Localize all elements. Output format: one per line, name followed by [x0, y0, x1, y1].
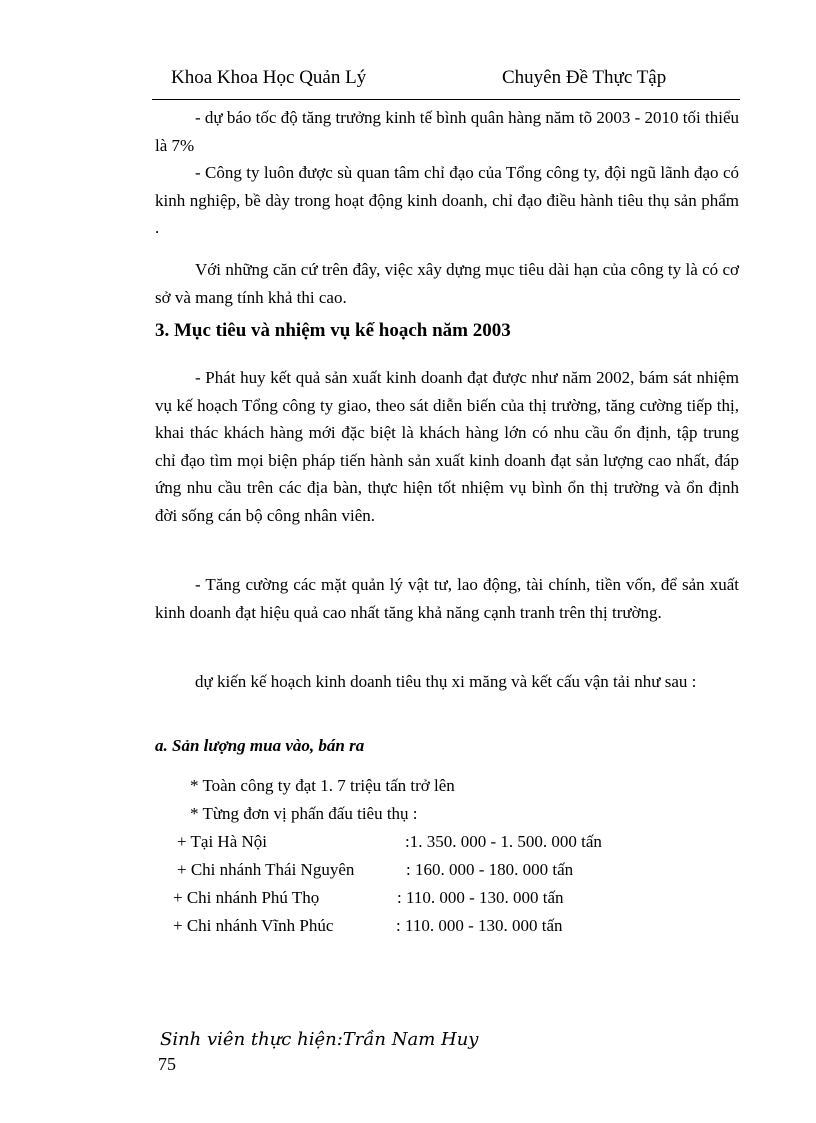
paragraph-long-term-goal: Với những căn cứ trên đây, việc xây dựng mục tiêu dài hạn của công ty là có cơ sở và mang tính khả thi cao. — [155, 260, 739, 307]
section-heading: 3. Mục tiêu và nhiệm vụ kế hoạch năm 2003 — [155, 320, 511, 341]
header-divider — [152, 99, 740, 100]
list-item: * Toàn công ty đạt 1. 7 triệu tấn trở lên — [190, 776, 455, 795]
footer-author: Sinh viên thực hiện:Trần Nam Huy — [160, 1029, 479, 1050]
list-item: * Từng đơn vị phấn đấu tiêu thụ : — [190, 804, 418, 823]
list-item-value: :1. 350. 000 - 1. 500. 000 tấn — [405, 832, 602, 851]
list-item-label: + Tại Hà Nội — [177, 832, 268, 851]
paragraph-growth-forecast: - dự báo tốc độ tăng trưởng kinh tế bình quân hàng năm tõ 2003 - 2010 tối thiểu là 7% — [155, 108, 739, 155]
paragraph-management: - Tăng cường các mặt quản lý vật tư, lao động, tài chính, tiền vốn, để sản xuất kinh doanh đạt hiệu quả cao nhất tăng khả năng cạnh tranh trên thị trường. — [155, 575, 739, 622]
list-item-label: + Chi nhánh Phú Thọ — [173, 888, 320, 907]
paragraph-company-support: - Công ty luôn được sù quan tâm chỉ đạo của Tổng công ty, đội ngũ lãnh đạo có kinh nghiệp, bề dày trong hoạt động kinh doanh, chỉ đạo điều hành tiêu thụ sản phẩm . — [155, 163, 739, 237]
paragraph-business-results: - Phát huy kết quả sản xuất kinh doanh đạt được như năm 2002, bám sát nhiệm vụ kế hoạch Tổng công ty giao, theo sát diễn biến của thị trường, tăng cường tiếp thị, khai thác khách hàng mới đặc biệt là khách hàng lớn có nhu cầu ổn định, tập trung chỉ đạo tìm mọi biện pháp tiến hành sản xuất kinh doanh đạt sản lượng cao nhất, đáp ứng nhu cầu trên các địa bàn, thực hiện tốt nhiệm vụ bình ổn thị trường và ổn định đời sống cán bộ công nhân viên. — [155, 368, 739, 525]
header-faculty: Khoa Khoa Học Quản Lý — [171, 67, 367, 88]
subheading-purchase-sales: a. Sản lượng mua vào, bán ra — [155, 736, 365, 755]
header-report-title: Chuyên Đề Thực Tập — [502, 67, 667, 88]
list-item-value: : 110. 000 - 130. 000 tấn — [396, 916, 563, 935]
paragraph-plan-intro: dự kiến kế hoạch kinh doanh tiêu thụ xi măng và kết cấu vận tải như sau : — [195, 672, 697, 691]
list-item-label: + Chi nhánh Vĩnh Phúc — [173, 916, 334, 935]
list-item-value: : 110. 000 - 130. 000 tấn — [397, 888, 564, 907]
list-item-value: : 160. 000 - 180. 000 tấn — [406, 860, 574, 879]
list-item-label: + Chi nhánh Thái Nguyên — [177, 860, 355, 879]
page-number: 75 — [158, 1054, 176, 1074]
